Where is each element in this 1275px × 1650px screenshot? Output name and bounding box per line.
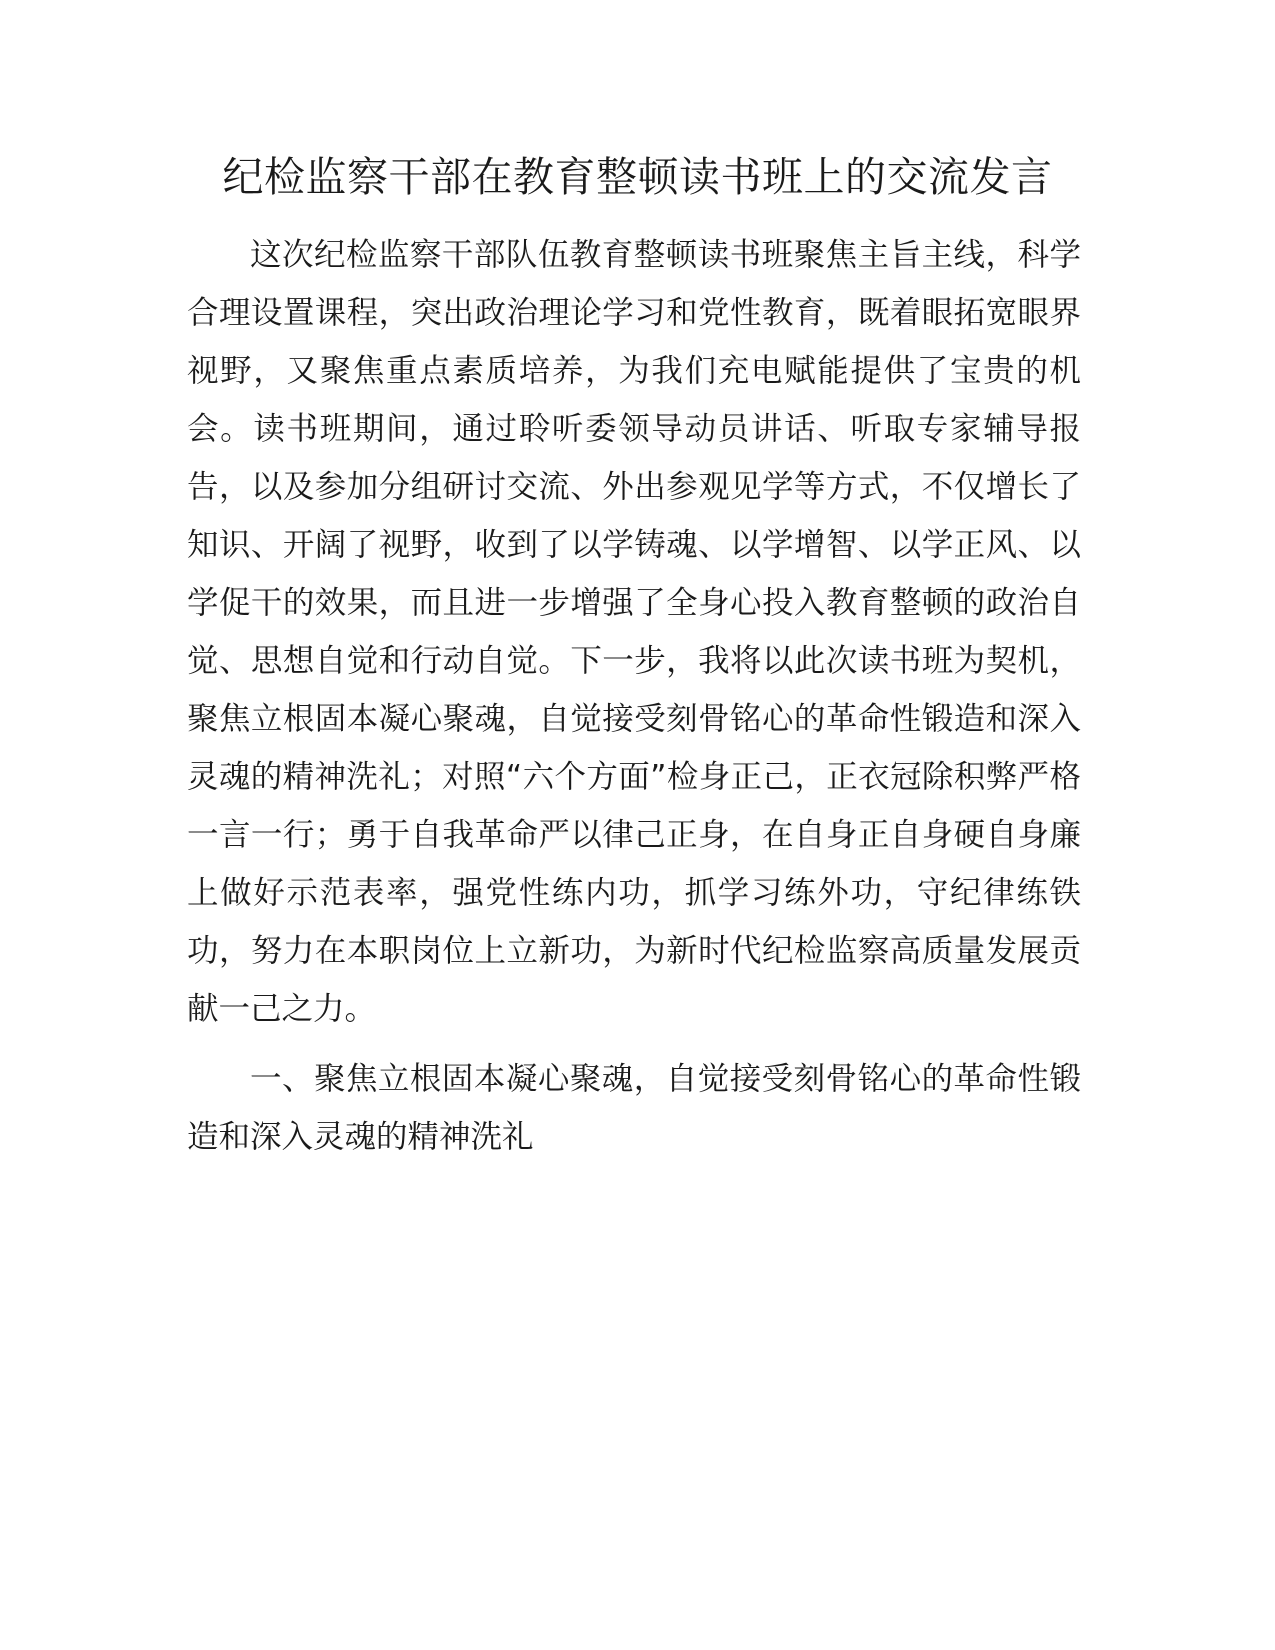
document-title: 纪检监察干部在教育整顿读书班上的交流发言 [222, 153, 1053, 201]
section-heading-1: 一、聚焦立根固本凝心聚魂，自觉接受刻骨铭心的革命性锻造和深入灵魂的精神洗礼 [187, 1061, 1081, 1155]
document-body [187, 226, 1081, 1166]
body-paragraph-intro: 这次纪检监察干部队伍教育整顿读书班聚焦主旨主线，科学合理设置课程，突出政治理论学习和党性教育，既着眼拓宽眼界视野，又聚焦重点素质培养，为我们充电赋能提供了宝贵的机会。读书班期间，通过聆听委领导动员讲话、听取专家辅导报告，以及参加分组研讨交流、外出参观见学等方式，不仅增长了知识、开阔了视野，收到了以学铸魂、以学增智、以学正风、以学促干的效果，而且进一步增强了全身心投入教育整顿的政治自觉、思想自觉和行动自觉。下一步，我将以此次读书班为契机，聚焦立根固本凝心聚魂，自觉接受刻骨铭心的革命性锻造和深入灵魂的精神洗礼；对照“六个方面”检身正己，正衣冠除积弊严格一言一行；勇于自我革命严以律己正身，在自身正自身硬自身廉上做好示范表率，强党性练内功，抓学习练外功，守纪律练铁功，努力在本职岗位上立新功，为新时代纪检监察高质量发展贡献一己之力。 [187, 237, 1081, 1027]
